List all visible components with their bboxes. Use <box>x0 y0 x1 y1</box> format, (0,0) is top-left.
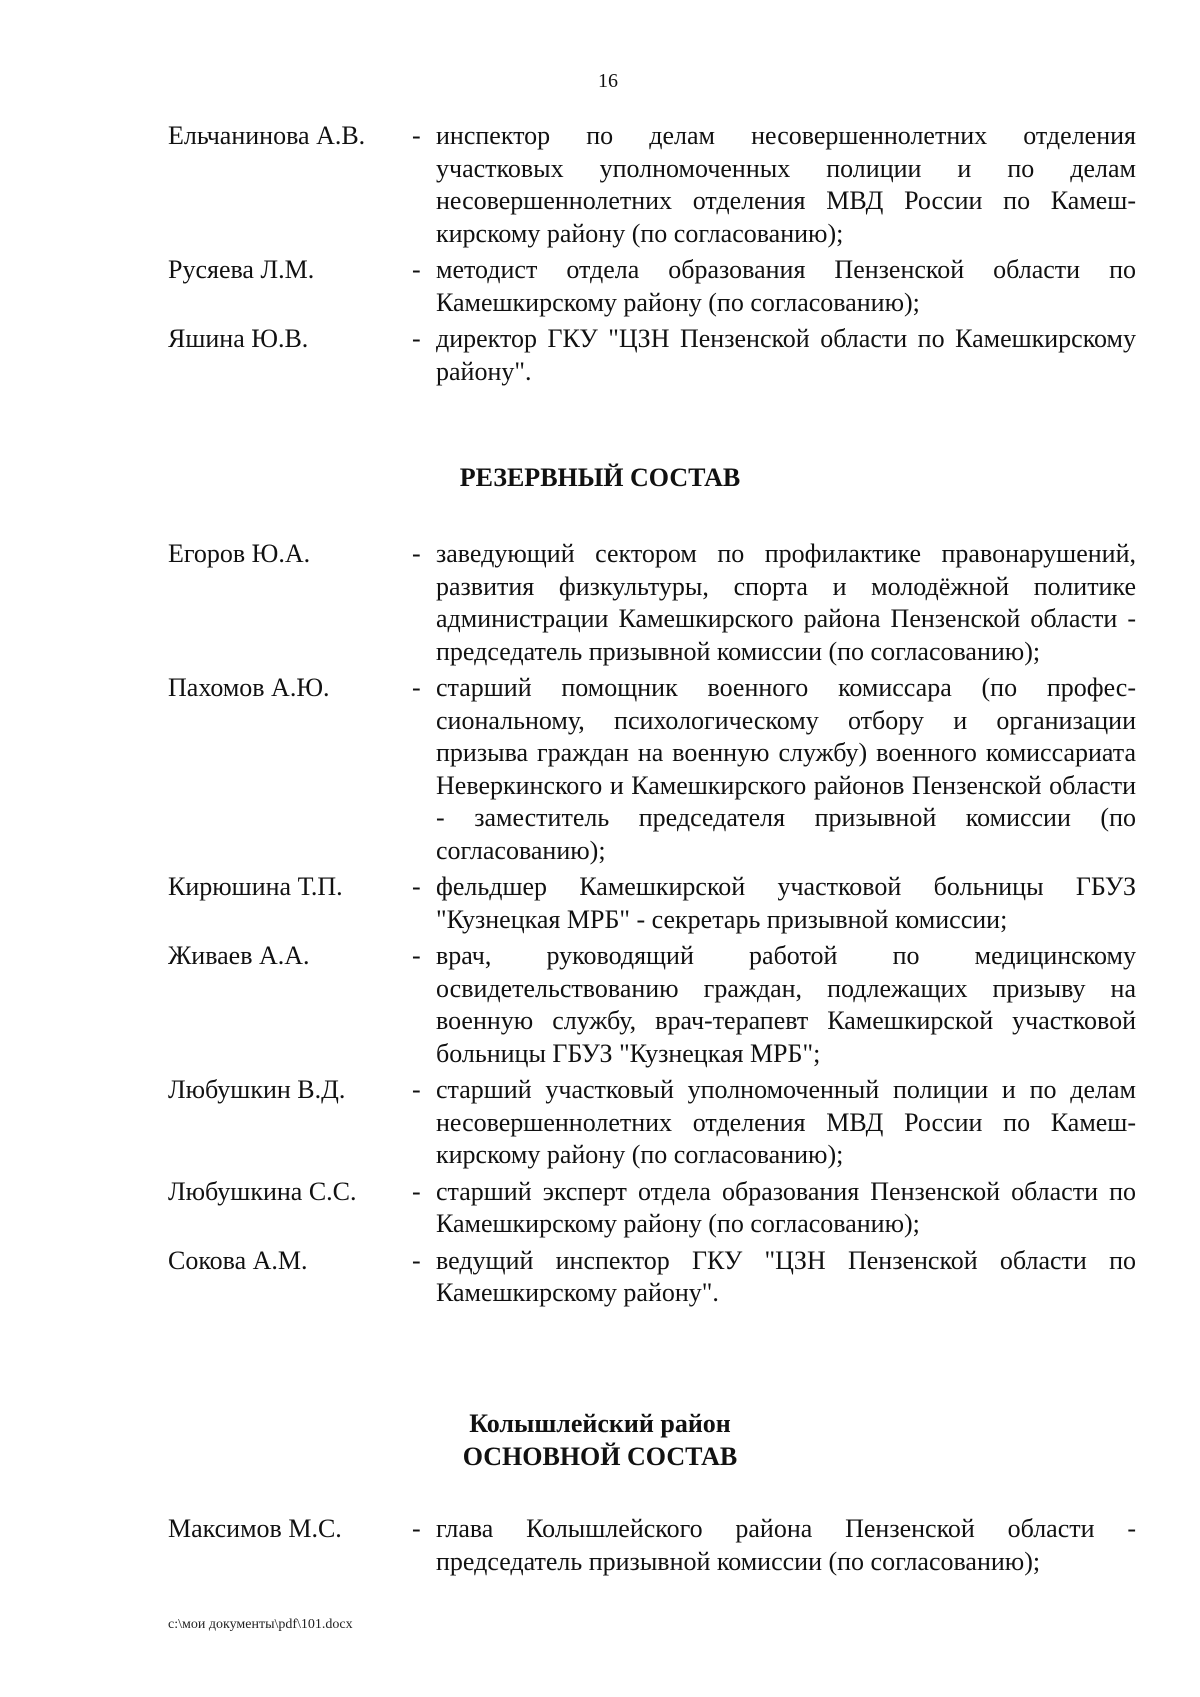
member-row <box>0 871 1200 936</box>
member-name: Ельчанинова А.В. <box>168 121 366 150</box>
members-list-main <box>0 1513 1200 1582</box>
footer-file-path: c:\мои документы\pdf\101.docx <box>168 1617 353 1632</box>
member-dash: - <box>412 941 421 970</box>
member-name: Яшина Ю.В. <box>168 324 309 353</box>
member-name: Максимов М.С. <box>168 1514 342 1543</box>
member-row <box>0 120 1200 250</box>
member-name: Егоров Ю.А. <box>168 539 311 568</box>
member-row <box>0 1176 1200 1241</box>
member-name: Любушкин В.Д. <box>168 1075 346 1104</box>
member-dash: - <box>412 1176 421 1206</box>
members-list-top <box>0 120 1200 392</box>
member-dash: - <box>412 1514 421 1543</box>
member-position: старший участковый уполномоченный полиции и по делам несовершеннолетних отделения МВД России по Камешкирскому району (по согласованию); <box>436 1075 1136 1169</box>
member-dash: - <box>412 872 421 901</box>
member-position: фельдшер Камешкирской участковой больницы ГБУЗ "Кузнецкая МРБ" - секретарь призывной комиссии; <box>436 872 1136 934</box>
member-dash: - <box>412 673 421 702</box>
member-dash: - <box>412 121 421 150</box>
member-row <box>0 538 1200 668</box>
member-name: Сокова А.М. <box>168 1245 308 1275</box>
heading-reserve-composition: РЕЗЕРВНЫЙ СОСТАВ <box>459 463 741 492</box>
member-name: Живаев А.А. <box>168 941 310 970</box>
heading-district: Колышлейский район <box>469 1409 731 1438</box>
member-position: старший эксперт отдела образования Пензенской области по Камешкирскому району (по согласованию); <box>436 1176 1136 1238</box>
member-position: глава Колышлейского района Пензенской области - председатель призывной комиссии (по согласованию); <box>436 1514 1136 1576</box>
member-dash: - <box>412 539 421 568</box>
member-dash: - <box>412 1245 421 1275</box>
member-row <box>0 940 1200 1070</box>
member-row <box>0 1074 1200 1172</box>
member-row <box>0 672 1200 867</box>
member-position: ведущий инспектор ГКУ "ЦЗН Пензенской области по Камешкирскому району". <box>436 1245 1136 1307</box>
member-row <box>0 1245 1200 1310</box>
member-dash: - <box>412 255 421 284</box>
member-row <box>0 1513 1200 1578</box>
member-position: старший помощник военного комиссара (по профессиональному, психологическому отбору и организации призыва граждан на военную службу) военного комиссариата Неверкинского и Камешкирского районов Пензенской области - заместитель председателя призывной комиссии (по согласованию); <box>436 673 1136 865</box>
member-name: Пахомов А.Ю. <box>168 673 330 702</box>
member-row <box>0 323 1200 388</box>
member-name: Любушкина С.С. <box>168 1176 357 1206</box>
member-position: инспектор по делам несовершеннолетних отделения участковых уполномоченных полиции и по делам несовершеннолетних отделения МВД России по Камешкирскому району (по согласованию); <box>436 121 1136 248</box>
member-row <box>0 254 1200 319</box>
members-list-reserve <box>0 538 1200 1314</box>
member-position: директор ГКУ "ЦЗН Пензенской области по Камешкирскому району". <box>436 324 1136 386</box>
member-dash: - <box>412 1075 421 1104</box>
page-number: 16 <box>598 70 618 92</box>
member-name: Русяева Л.М. <box>168 255 315 284</box>
member-position: врач, руководящий работой по медицинскому освидетельствованию граждан, подлежащих призыву на военную службу, врач-терапевт Камешкирской участковой больницы ГБУЗ "Кузнецкая МРБ"; <box>436 941 1136 1068</box>
member-dash: - <box>412 324 421 353</box>
member-position: методист отдела образования Пензенской области по Камешкирскому району (по согласованию); <box>436 255 1136 317</box>
member-name: Кирюшина Т.П. <box>168 872 343 901</box>
member-position: заведующий сектором по профилактике правонарушений, развития физкультуры, спорта и молодёжной политике администрации Камешкирского района Пензенской области - председатель призывной комиссии (по согласованию); <box>436 539 1136 666</box>
heading-main-composition: ОСНОВНОЙ СОСТАВ <box>462 1442 738 1471</box>
